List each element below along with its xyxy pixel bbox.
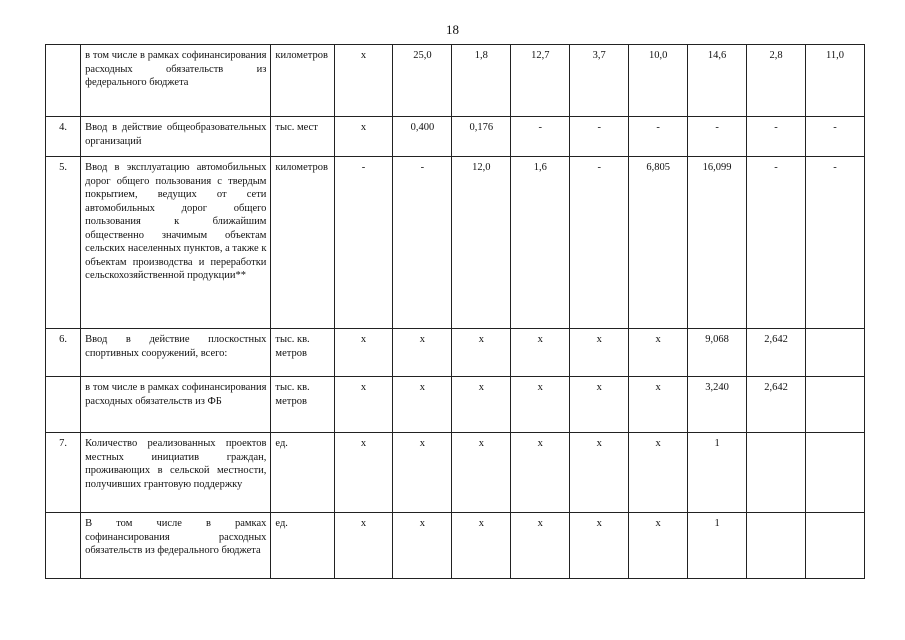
indicator-description-cell: Ввод в действие общеобразовательных организаций	[81, 117, 271, 157]
value-cell	[747, 433, 806, 513]
unit-cell: тыс. кв. метров	[271, 377, 334, 433]
table-row	[46, 157, 865, 329]
indicator-description-cell: Количество реализованных проектов местных инициатив граждан, проживающих в сельской местности, получивших грантовую поддержку	[81, 433, 271, 513]
table-row	[46, 377, 865, 433]
value-cell: x	[334, 45, 393, 117]
value-cell: 12,0	[452, 157, 511, 329]
value-cell	[806, 377, 865, 433]
row-number-cell	[46, 45, 81, 117]
value-cell: x	[570, 329, 629, 377]
value-cell	[806, 513, 865, 579]
page-number: 18	[446, 22, 459, 37]
value-cell: -	[511, 117, 570, 157]
value-cell: -	[688, 117, 747, 157]
value-cell: -	[570, 157, 629, 329]
value-cell: -	[747, 157, 806, 329]
row-number-cell: 4.	[46, 117, 81, 157]
indicators-table	[45, 44, 865, 579]
value-cell: x	[334, 377, 393, 433]
value-cell: 14,6	[688, 45, 747, 117]
unit-cell: ед.	[271, 513, 334, 579]
row-number-cell: 5.	[46, 157, 81, 329]
table-row	[46, 329, 865, 377]
value-cell: 16,099	[688, 157, 747, 329]
value-cell	[747, 513, 806, 579]
unit-cell: километров	[271, 157, 334, 329]
value-cell: x	[334, 433, 393, 513]
value-cell: 2,642	[747, 377, 806, 433]
value-cell: x	[334, 329, 393, 377]
unit-cell: тыс. мест	[271, 117, 334, 157]
indicator-description-cell: в том числе в рамках софинансирования расходных обязательств из федерального бюджета	[81, 45, 271, 117]
value-cell: x	[452, 513, 511, 579]
value-cell: x	[511, 513, 570, 579]
table-row	[46, 433, 865, 513]
indicator-description-cell: Ввод в действие плоскостных спортивных сооружений, всего:	[81, 329, 271, 377]
value-cell: x	[393, 377, 452, 433]
value-cell: x	[511, 329, 570, 377]
unit-cell: ед.	[271, 433, 334, 513]
value-cell: x	[570, 377, 629, 433]
unit-cell: километров	[271, 45, 334, 117]
value-cell: 1	[688, 513, 747, 579]
value-cell: 0,176	[452, 117, 511, 157]
value-cell: x	[393, 433, 452, 513]
value-cell: -	[747, 117, 806, 157]
row-number-cell	[46, 377, 81, 433]
value-cell: 25,0	[393, 45, 452, 117]
value-cell: 11,0	[806, 45, 865, 117]
value-cell: 6,805	[629, 157, 688, 329]
value-cell: x	[334, 513, 393, 579]
value-cell: -	[806, 157, 865, 329]
value-cell: -	[334, 157, 393, 329]
value-cell: 1,6	[511, 157, 570, 329]
row-number-cell	[46, 513, 81, 579]
value-cell: 12,7	[511, 45, 570, 117]
row-number-cell: 7.	[46, 433, 81, 513]
indicator-description-cell: в том числе в рамках софинансирования расходных обязательств из ФБ	[81, 377, 271, 433]
value-cell: x	[629, 433, 688, 513]
value-cell: 2,642	[747, 329, 806, 377]
value-cell	[806, 329, 865, 377]
value-cell: 2,8	[747, 45, 806, 117]
value-cell: x	[629, 377, 688, 433]
value-cell: x	[570, 433, 629, 513]
unit-cell: тыс. кв. метров	[271, 329, 334, 377]
value-cell: x	[511, 377, 570, 433]
value-cell	[806, 433, 865, 513]
value-cell: x	[452, 433, 511, 513]
value-cell: x	[393, 329, 452, 377]
value-cell: x	[393, 513, 452, 579]
value-cell: -	[629, 117, 688, 157]
value-cell: x	[570, 513, 629, 579]
table-row	[46, 513, 865, 579]
table-body	[46, 45, 865, 579]
indicator-description-cell: Ввод в эксплуатацию автомобильных дорог общего пользования с твердым покрытием, ведущих от сети автомобильных дорог общего пользования к ближайшим общественно значимым объектам сельских населенных пунктов, а также к объектам производства и переработки сельскохозяйственной продукции**	[81, 157, 271, 329]
value-cell: -	[806, 117, 865, 157]
value-cell: 3,240	[688, 377, 747, 433]
value-cell: x	[629, 513, 688, 579]
value-cell: -	[393, 157, 452, 329]
value-cell: x	[334, 117, 393, 157]
value-cell: 10,0	[629, 45, 688, 117]
value-cell: x	[629, 329, 688, 377]
value-cell: x	[452, 377, 511, 433]
value-cell: 3,7	[570, 45, 629, 117]
indicator-description-cell: В том числе в рамках софинансирования расходных обязательств из федерального бюджета	[81, 513, 271, 579]
row-number-cell: 6.	[46, 329, 81, 377]
value-cell: 1,8	[452, 45, 511, 117]
value-cell: x	[511, 433, 570, 513]
value-cell: x	[452, 329, 511, 377]
value-cell: -	[570, 117, 629, 157]
value-cell: 9,068	[688, 329, 747, 377]
table-row	[46, 45, 865, 117]
value-cell: 1	[688, 433, 747, 513]
value-cell: 0,400	[393, 117, 452, 157]
table-row	[46, 117, 865, 157]
